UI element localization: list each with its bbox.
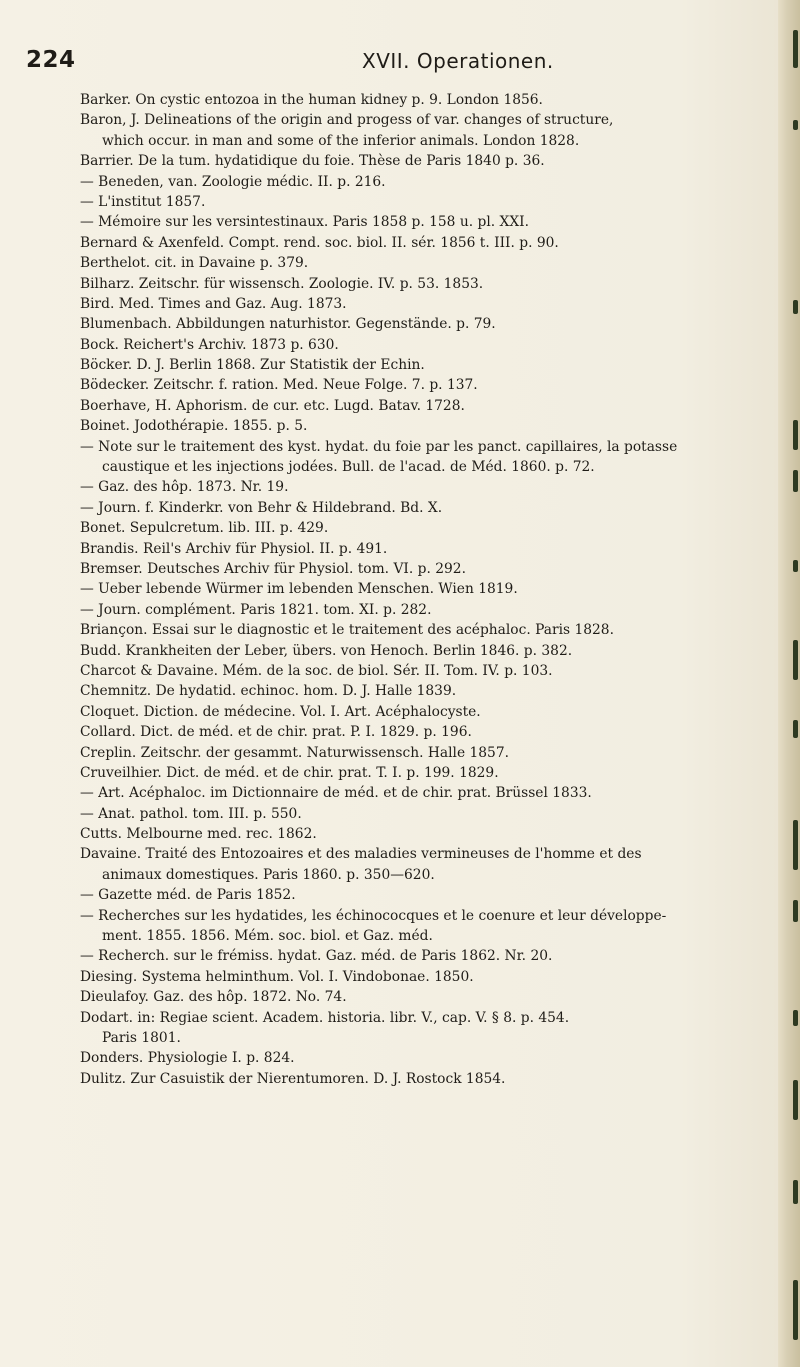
reference-line: — Art. Acéphaloc. im Dictionnaire de méd. et de chir. prat. Brüssel 1833. bbox=[80, 785, 592, 802]
reference-line: Bonet. Sepulcretum. lib. III. p. 429. bbox=[80, 520, 329, 537]
page-edge-binding bbox=[778, 0, 800, 1367]
edge-mark bbox=[793, 300, 798, 314]
reference-line: Boinet. Jodothérapie. 1855. p. 5. bbox=[80, 418, 308, 435]
reference-line: — Journ. complément. Paris 1821. tom. XI. p. 282. bbox=[80, 601, 432, 618]
edge-mark bbox=[793, 820, 798, 870]
edge-mark bbox=[793, 1280, 798, 1340]
reference-line: Bremser. Deutsches Archiv für Physiol. tom. VI. p. 292. bbox=[80, 560, 466, 577]
reference-line: — Recherches sur les hydatides, les échinococques et le coenure et leur développe- bbox=[80, 907, 667, 924]
reference-line: Collard. Dict. de méd. et de chir. prat. P. I. 1829. p. 196. bbox=[80, 724, 472, 741]
reference-line: Bird. Med. Times and Gaz. Aug. 1873. bbox=[80, 295, 347, 312]
reference-line: — Ueber lebende Würmer im lebenden Menschen. Wien 1819. bbox=[80, 581, 518, 598]
reference-line: Barrier. De la tum. hydatidique du foie. Thèse de Paris 1840 p. 36. bbox=[80, 153, 545, 170]
reference-line: Blumenbach. Abbildungen naturhistor. Gegenstände. p. 79. bbox=[80, 316, 496, 333]
reference-line: — Mémoire sur les versintestinaux. Paris 1858 p. 158 u. pl. XXI. bbox=[80, 214, 529, 231]
reference-line: Bernard & Axenfeld. Compt. rend. soc. biol. II. sér. 1856 t. III. p. 90. bbox=[80, 234, 559, 251]
edge-mark bbox=[793, 900, 798, 922]
reference-line: Briançon. Essai sur le diagnostic et le traitement des acéphaloc. Paris 1828. bbox=[80, 622, 614, 639]
reference-line: Dulitz. Zur Casuistik der Nierentumoren. D. J. Rostock 1854. bbox=[80, 1070, 506, 1087]
edge-mark bbox=[793, 470, 798, 492]
reference-line: Bock. Reichert's Archiv. 1873 p. 630. bbox=[80, 336, 339, 353]
edge-mark bbox=[793, 1010, 798, 1026]
reference-line: Dieulafoy. Gaz. des hôp. 1872. No. 74. bbox=[80, 989, 347, 1006]
reference-line: Cutts. Melbourne med. rec. 1862. bbox=[80, 826, 317, 843]
reference-line: Cloquet. Diction. de médecine. Vol. I. Art. Acéphalocyste. bbox=[80, 703, 481, 720]
reference-line: Cruveilhier. Dict. de méd. et de chir. prat. T. I. p. 199. 1829. bbox=[80, 764, 499, 781]
running-title: XVII. Operationen. bbox=[362, 49, 554, 73]
reference-line: Donders. Physiologie I. p. 824. bbox=[80, 1050, 295, 1067]
reference-line: Bilharz. Zeitschr. für wissensch. Zoologie. IV. p. 53. 1853. bbox=[80, 275, 484, 292]
reference-line: — Beneden, van. Zoologie médic. II. p. 216. bbox=[80, 173, 386, 190]
reference-line: Bödecker. Zeitschr. f. ration. Med. Neue Folge. 7. p. 137. bbox=[80, 377, 478, 394]
reference-line: Brandis. Reil's Archiv für Physiol. II. p. 491. bbox=[80, 540, 388, 557]
edge-mark bbox=[793, 30, 798, 68]
reference-line: — Recherch. sur le frémiss. hydat. Gaz. méd. de Paris 1862. Nr. 20. bbox=[80, 948, 553, 965]
reference-line: Davaine. Traité des Entozoaires et des maladies vermineuses de l'homme et des bbox=[80, 846, 642, 863]
reference-line: Baron, J. Delineations of the origin and progess of var. changes of structure, bbox=[80, 112, 614, 129]
reference-line: Creplin. Zeitschr. der gesammt. Naturwissensch. Halle 1857. bbox=[80, 744, 509, 761]
edge-mark bbox=[793, 120, 798, 130]
reference-line: — Anat. pathol. tom. III. p. 550. bbox=[80, 805, 302, 822]
edge-mark bbox=[793, 560, 798, 572]
edge-mark bbox=[793, 1080, 798, 1120]
reference-line: Diesing. Systema helminthum. Vol. I. Vindobonae. 1850. bbox=[80, 968, 474, 985]
bibliography-list bbox=[80, 90, 772, 1089]
page-header bbox=[26, 47, 756, 77]
edge-mark bbox=[793, 720, 798, 738]
reference-line: — Journ. f. Kinderkr. von Behr & Hildebrand. Bd. X. bbox=[80, 499, 443, 516]
reference-line: Boerhave, H. Aphorism. de cur. etc. Lugd. Batav. 1728. bbox=[80, 397, 465, 414]
reference-line: caustique et les injections jodées. Bull. de l'acad. de Méd. 1860. p. 72. bbox=[102, 459, 595, 476]
reference-line: — Gaz. des hôp. 1873. Nr. 19. bbox=[80, 479, 289, 496]
page-number: 224 bbox=[26, 47, 76, 73]
reference-line: Chemnitz. De hydatid. echinoc. hom. D. J. Halle 1839. bbox=[80, 683, 457, 700]
reference-line: Paris 1801. bbox=[102, 1029, 181, 1046]
edge-mark bbox=[793, 1180, 798, 1204]
reference-line: Dodart. in: Regiae scient. Academ. historia. libr. V., cap. V. § 8. p. 454. bbox=[80, 1009, 570, 1026]
reference-line: which occur. in man and some of the inferior animals. London 1828. bbox=[102, 132, 580, 149]
edge-mark bbox=[793, 420, 798, 450]
reference-line: Charcot & Davaine. Mém. de la soc. de biol. Sér. II. Tom. IV. p. 103. bbox=[80, 662, 553, 679]
edge-mark bbox=[793, 640, 798, 680]
reference-line: animaux domestiques. Paris 1860. p. 350—620. bbox=[102, 866, 435, 883]
reference-line: — Gazette méd. de Paris 1852. bbox=[80, 887, 296, 904]
reference-line: Berthelot. cit. in Davaine p. 379. bbox=[80, 255, 309, 272]
reference-line: ment. 1855. 1856. Mém. soc. biol. et Gaz. méd. bbox=[102, 928, 433, 945]
reference-line: Barker. On cystic entozoa in the human kidney p. 9. London 1856. bbox=[80, 92, 543, 108]
reference-line: — Note sur le traitement des kyst. hydat. du foie par les panct. capillaires, la potasse bbox=[80, 438, 678, 455]
reference-line: Budd. Krankheiten der Leber, übers. von Henoch. Berlin 1846. p. 382. bbox=[80, 642, 573, 659]
reference-line: — L'institut 1857. bbox=[80, 193, 206, 210]
reference-line: Böcker. D. J. Berlin 1868. Zur Statistik der Echin. bbox=[80, 357, 425, 374]
